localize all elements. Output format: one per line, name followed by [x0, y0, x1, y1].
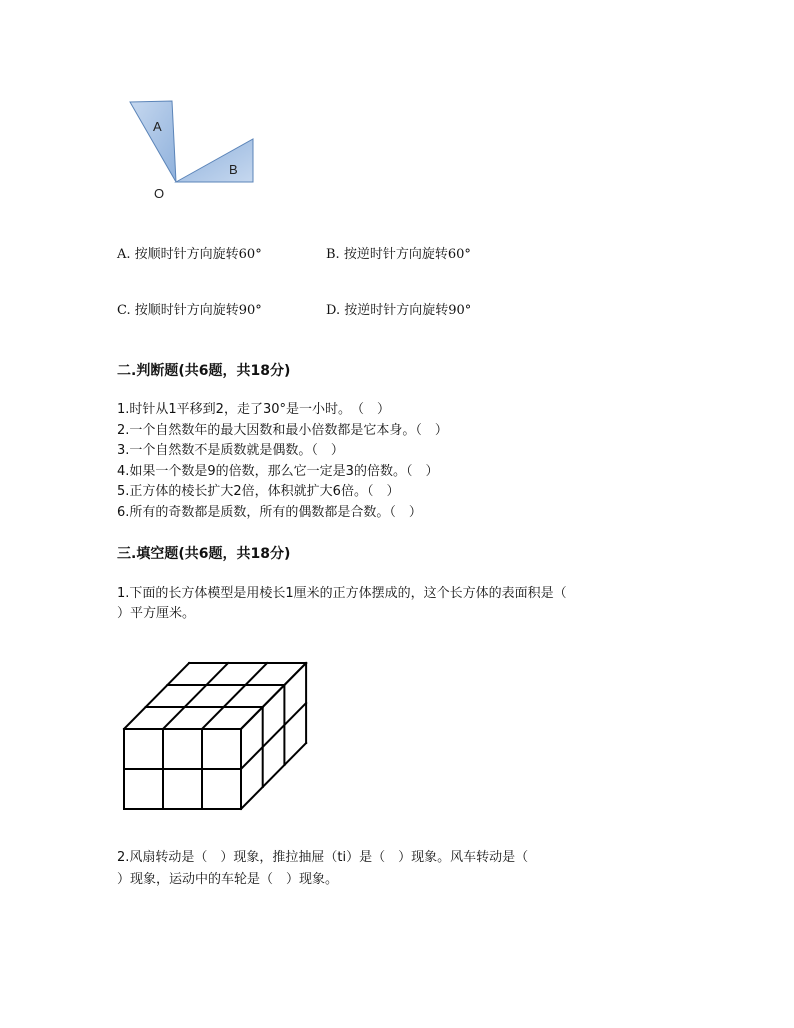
triangle-b	[176, 139, 253, 182]
label-a: A	[153, 119, 162, 134]
fill-q1-line1: 1.下面的长方体模型是用棱长1厘米的正方体摆成的，这个长方体的表面积是（	[117, 586, 567, 601]
fill-q1-line2: ）平方厘米。	[117, 606, 196, 621]
fill-q2-line2: ）现象，运动中的车轮是（ ）现象。	[117, 872, 339, 887]
judgement-item-6: 6.所有的奇数都是质数，所有的偶数都是合数。（ ）	[117, 504, 422, 520]
judgement-item-2: 2.一个自然数年的最大因数和最小倍数都是它本身。（ ）	[117, 422, 448, 438]
judgement-item-1: 1.时针从1平移到2，走了30°是一小时。 （ ）	[117, 402, 390, 417]
option-d: D. 按逆时针方向旋转90°	[326, 303, 472, 318]
judgement-item-3: 3.一个自然数不是质数就是偶数。（ ）	[117, 443, 344, 458]
cuboid-edge	[241, 703, 306, 769]
cuboid-figure	[115, 652, 325, 817]
cuboid-edge	[202, 663, 267, 729]
triangle-a	[130, 101, 176, 182]
judgement-item-4: 4.如果一个数是9的倍数，那么它一定是3的倍数。（ ）	[117, 463, 439, 479]
fill-q2-line1: 2.风扇转动是（ ）现象，推拉抽屉（ti）是（ ）现象。风车转动是（	[117, 850, 529, 865]
judgement-list	[117, 400, 448, 523]
judgement-item-5: 5.正方体的棱长扩大2倍，体积就扩大6倍。（ ）	[117, 484, 400, 499]
cuboid-edge	[241, 743, 306, 809]
cuboid-edge	[163, 663, 228, 729]
cuboid-edge	[124, 663, 189, 729]
section2-title: 二.判断题(共6题，共18分)	[117, 363, 291, 379]
rotation-figure	[120, 95, 270, 210]
option-c: C. 按顺时针方向旋转90°	[117, 303, 262, 318]
section3-title: 三.填空题(共6题，共18分)	[117, 546, 291, 562]
label-o: O	[154, 186, 165, 201]
option-a: A. 按顺时针方向旋转60°	[117, 247, 262, 262]
label-b: B	[229, 162, 238, 177]
cuboid-edge	[241, 663, 306, 729]
option-b: B. 按逆时针方向旋转60°	[326, 247, 471, 262]
